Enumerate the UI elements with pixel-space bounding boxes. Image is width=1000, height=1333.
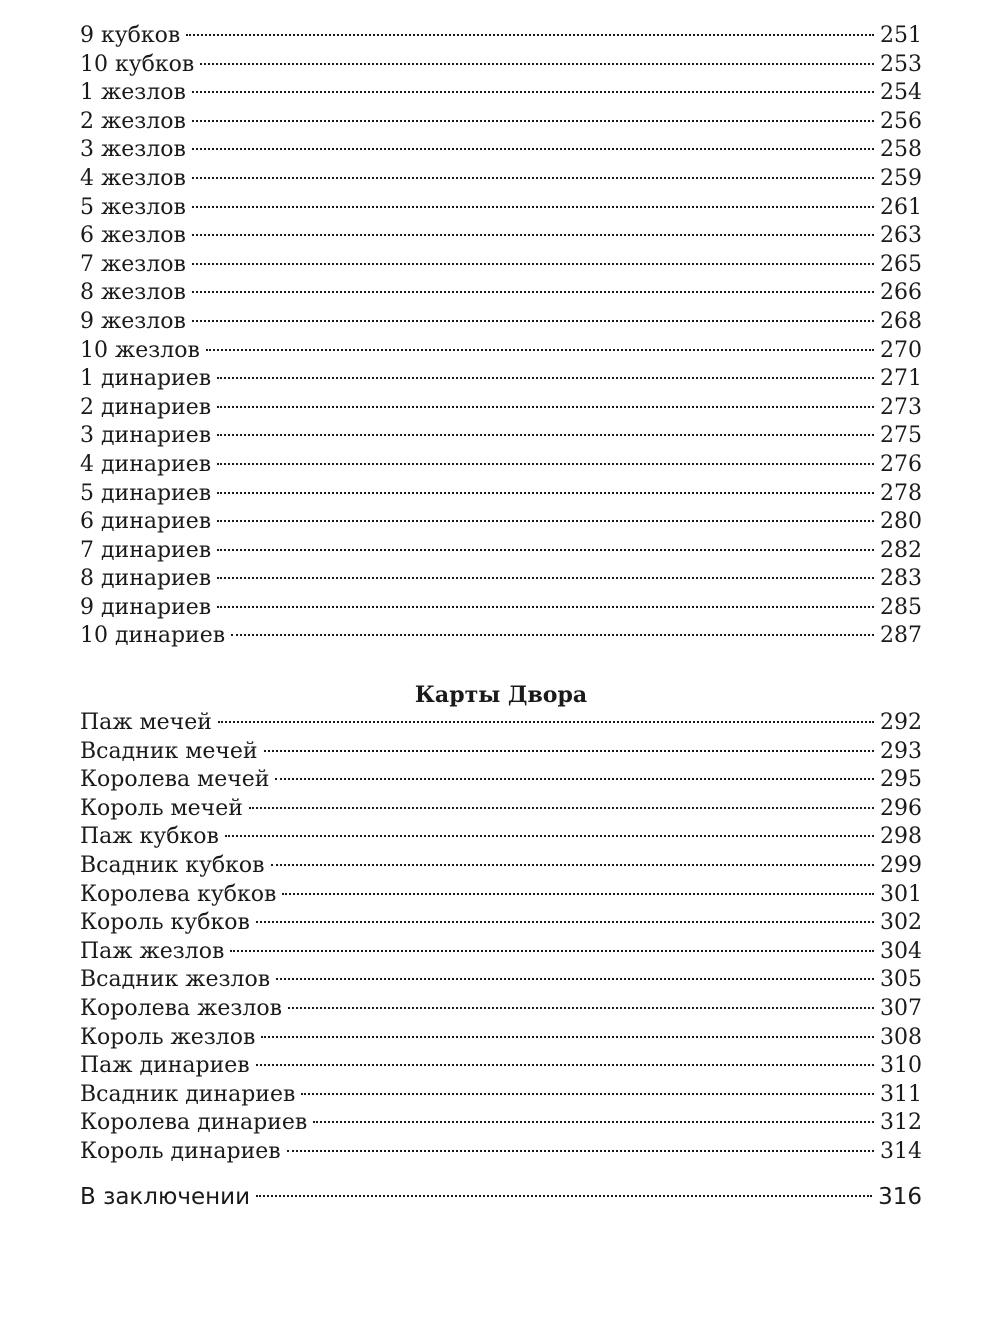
dot-leader [231, 634, 874, 636]
toc-entry [80, 480, 922, 509]
toc-entry-title: 8 динариев [80, 566, 212, 592]
toc-entry [80, 995, 922, 1024]
toc-entry [80, 194, 922, 223]
toc-entry-page: 305 [880, 967, 922, 993]
dot-leader [218, 721, 874, 723]
dot-leader [249, 807, 874, 809]
toc-entry-page: 256 [880, 108, 922, 134]
dot-leader [256, 1064, 874, 1066]
toc-entry-page: 268 [880, 308, 922, 334]
toc-entry-page: 280 [880, 509, 922, 535]
dot-leader [217, 606, 874, 608]
toc-entry-title: 1 динариев [80, 366, 212, 392]
minor-arcana-list [80, 22, 922, 651]
toc-entry-page: 304 [880, 938, 922, 964]
toc-entry-title: Всадник жезлов [80, 967, 271, 993]
toc-entry [80, 108, 922, 137]
toc-entry-page: 298 [880, 824, 922, 850]
toc-entry-page: 296 [880, 795, 922, 821]
dot-leader [192, 234, 874, 236]
toc-entry [80, 51, 922, 80]
toc-entry-title: 6 динариев [80, 509, 212, 535]
conclusion-entry [80, 1181, 922, 1213]
dot-leader [217, 377, 874, 379]
dot-leader [282, 893, 874, 895]
toc-entry-page: 283 [880, 566, 922, 592]
toc-entry [80, 938, 922, 967]
toc-entry-title: 10 жезлов [80, 337, 200, 363]
dot-leader [192, 120, 874, 122]
toc-entry-page: 308 [880, 1024, 922, 1050]
toc-entry-title: 7 жезлов [80, 251, 186, 277]
dot-leader [192, 320, 874, 322]
toc-entry [80, 622, 922, 651]
toc-entry-title: 3 динариев [80, 423, 212, 449]
dot-leader [217, 520, 874, 522]
toc-entry-title: Всадник кубков [80, 853, 265, 879]
toc-entry-title: 1 жезлов [80, 80, 186, 106]
dot-leader [261, 1036, 874, 1038]
toc-entry-page: 271 [880, 366, 922, 392]
dot-leader [217, 577, 874, 579]
toc-entry [80, 222, 922, 251]
toc-entry-title: 3 жезлов [80, 137, 186, 163]
toc-entry-title: Всадник мечей [80, 738, 258, 764]
toc-entry [80, 394, 922, 423]
dot-leader [271, 864, 874, 866]
toc-entry [80, 1081, 922, 1110]
toc-entry-title: 9 кубков [80, 23, 181, 48]
toc-entry-page: 301 [880, 881, 922, 907]
dot-leader [192, 263, 874, 265]
toc-page [80, 22, 922, 1213]
toc-entry-title: 8 жезлов [80, 280, 186, 306]
dot-leader [301, 1093, 874, 1095]
toc-entry [80, 537, 922, 566]
toc-entry-title: Королева кубков [80, 881, 277, 907]
toc-entry-title: 2 жезлов [80, 108, 186, 134]
toc-entry [80, 738, 922, 767]
toc-entry-page: 278 [880, 480, 922, 506]
court-cards-list [80, 709, 922, 1167]
toc-entry [80, 251, 922, 280]
toc-entry-page: 316 [878, 1183, 922, 1210]
toc-entry-page: 251 [880, 23, 922, 48]
dot-leader [192, 291, 874, 293]
toc-entry [80, 1109, 922, 1138]
dot-leader [192, 91, 874, 93]
toc-entry-page: 307 [880, 996, 922, 1021]
dot-leader [288, 1007, 874, 1009]
toc-entry-title: Король кубков [80, 910, 250, 936]
toc-entry [80, 709, 922, 738]
toc-entry [80, 422, 922, 451]
dot-leader [217, 492, 874, 494]
toc-entry-page: 265 [880, 251, 922, 277]
dot-leader [206, 349, 874, 351]
dot-leader [230, 950, 874, 952]
toc-entry-title: Всадник динариев [80, 1081, 296, 1107]
dot-leader [275, 778, 874, 780]
dot-leader [217, 549, 874, 551]
toc-entry-page: 263 [880, 223, 922, 249]
toc-entry [80, 852, 922, 881]
dot-leader [256, 921, 874, 923]
toc-entry [80, 909, 922, 938]
dot-leader [192, 206, 874, 208]
dot-leader [192, 148, 874, 150]
toc-entry-page: 287 [880, 623, 922, 649]
toc-entry-title: 5 жезлов [80, 194, 186, 220]
dot-leader [217, 463, 874, 465]
toc-entry-page: 314 [880, 1138, 922, 1164]
court-cards-heading: Карты Двора [414, 682, 588, 709]
toc-entry-page: 312 [880, 1110, 922, 1136]
toc-entry [80, 22, 922, 51]
toc-entry-title: 7 динариев [80, 537, 212, 563]
toc-entry-page: 266 [880, 280, 922, 306]
toc-entry-title: Паж мечей [80, 710, 212, 736]
toc-entry [80, 565, 922, 594]
toc-entry-page: 302 [880, 910, 922, 936]
dot-leader [225, 835, 874, 837]
toc-entry-page: 299 [880, 853, 922, 879]
toc-entry-page: 292 [880, 710, 922, 736]
toc-entry-page: 258 [880, 137, 922, 163]
toc-entry-title: Королева динариев [80, 1110, 308, 1136]
dot-leader [276, 978, 874, 980]
dot-leader [186, 34, 874, 36]
toc-entry [80, 308, 922, 337]
toc-entry [80, 165, 922, 194]
dot-leader [200, 63, 874, 65]
dot-leader [256, 1195, 872, 1197]
toc-entry [80, 365, 922, 394]
toc-entry [80, 594, 922, 623]
toc-entry-page: 259 [880, 165, 922, 191]
toc-entry [80, 79, 922, 108]
toc-entry-title: Паж кубков [80, 824, 219, 850]
toc-entry [80, 823, 922, 852]
toc-entry-page: 282 [880, 537, 922, 563]
toc-entry [80, 766, 922, 795]
toc-entry [80, 136, 922, 165]
toc-entry-page: 275 [880, 423, 922, 449]
toc-entry-title: Король жезлов [80, 1024, 256, 1050]
toc-entry-title: 2 динариев [80, 394, 212, 420]
toc-entry-page: 270 [880, 337, 922, 363]
toc-entry-page: 293 [880, 738, 922, 764]
toc-entry-page: 310 [880, 1053, 922, 1079]
toc-entry-title: В заключении [80, 1183, 251, 1210]
toc-entry [80, 1052, 922, 1081]
toc-entry-page: 273 [880, 394, 922, 420]
toc-entry-title: Король динариев [80, 1138, 281, 1164]
toc-entry-title: 4 динариев [80, 451, 212, 477]
toc-entry [80, 795, 922, 824]
dot-leader [287, 1150, 874, 1152]
toc-entry-title: 10 динариев [80, 623, 226, 649]
dot-leader [217, 434, 874, 436]
toc-entry [80, 1024, 922, 1053]
toc-entry-page: 253 [880, 51, 922, 77]
toc-entry-title: 4 жезлов [80, 165, 186, 191]
dot-leader [192, 177, 874, 179]
toc-entry-title: 6 жезлов [80, 223, 186, 249]
toc-entry-page: 276 [880, 451, 922, 477]
toc-entry [80, 451, 922, 480]
toc-entry-title: Королева мечей [80, 767, 270, 793]
toc-entry-title: Паж динариев [80, 1053, 250, 1079]
dot-leader [264, 750, 874, 752]
toc-entry [80, 881, 922, 910]
toc-entry-page: 254 [880, 80, 922, 106]
toc-entry-title: 9 динариев [80, 594, 212, 620]
toc-entry-title: Паж жезлов [80, 938, 225, 964]
toc-entry-page: 261 [880, 194, 922, 220]
toc-entry [80, 508, 922, 537]
toc-entry-page: 295 [880, 767, 922, 793]
dot-leader [217, 406, 874, 408]
toc-entry [80, 966, 922, 995]
dot-leader [313, 1121, 874, 1123]
toc-entry [80, 337, 922, 366]
toc-entry-page: 285 [880, 594, 922, 620]
toc-entry-title: 9 жезлов [80, 308, 186, 334]
toc-entry-title: Король мечей [80, 795, 243, 821]
toc-entry-title: 10 кубков [80, 51, 195, 77]
toc-entry-page: 311 [880, 1081, 922, 1107]
toc-entry-title: Королева жезлов [80, 996, 282, 1021]
toc-entry-title: 5 динариев [80, 480, 212, 506]
toc-entry [80, 1138, 922, 1167]
toc-entry [80, 279, 922, 308]
